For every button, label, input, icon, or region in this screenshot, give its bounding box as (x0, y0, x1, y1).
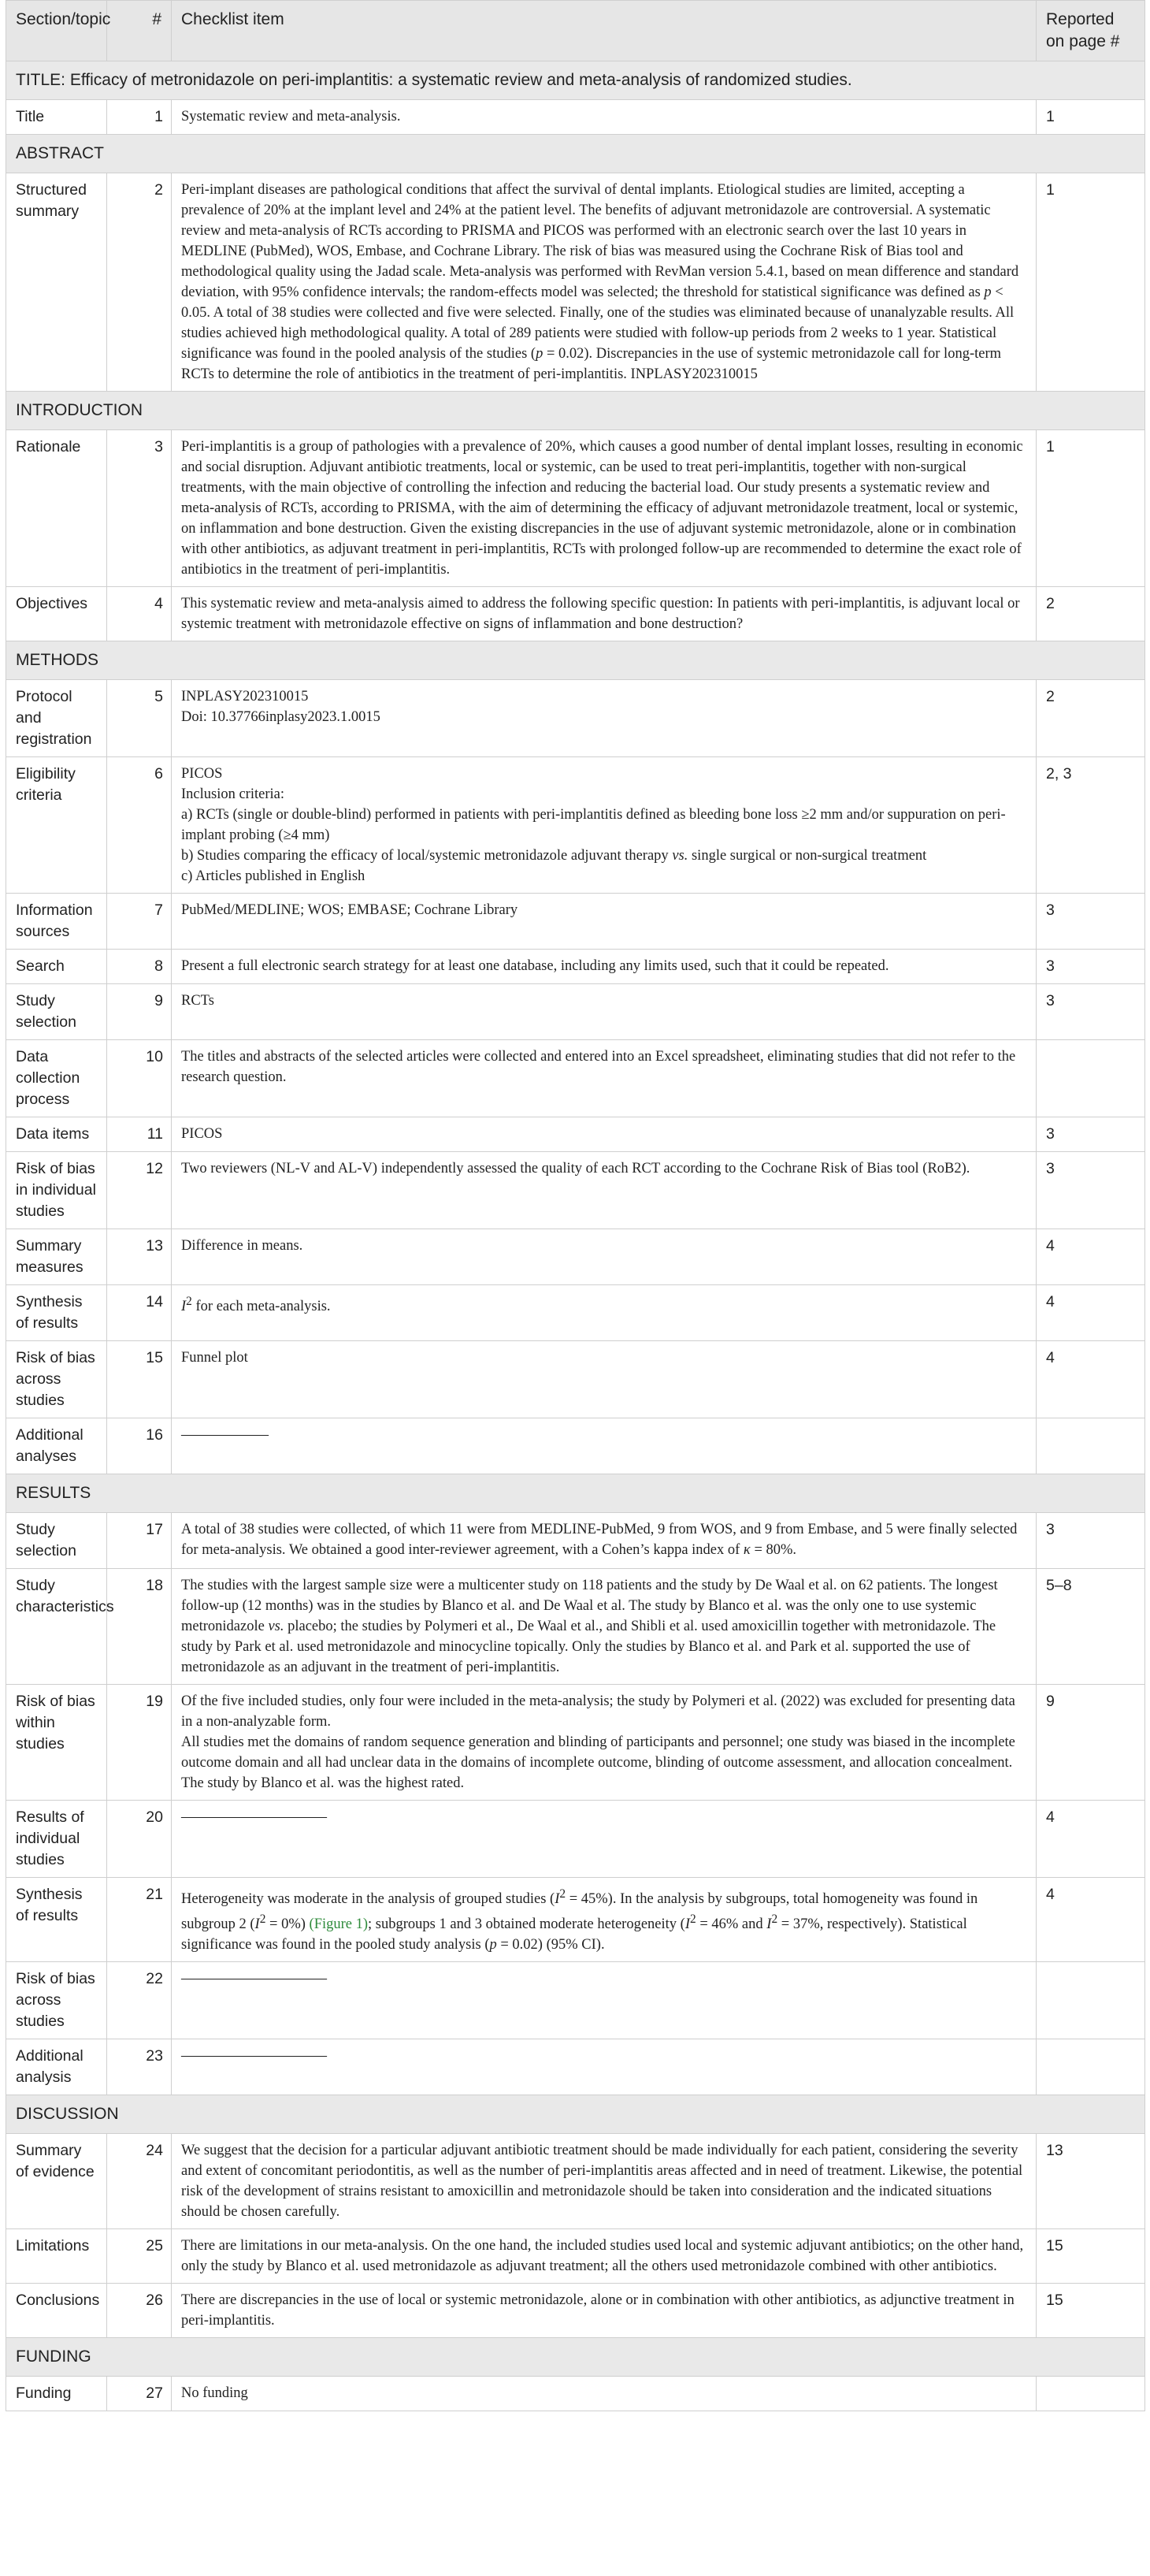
row-number: 24 (107, 2134, 172, 2229)
row-item: The titles and abstracts of the selected articles were collected and entered into an Excel spreadsheet, eliminating studies that did not refer to the research question. (172, 1040, 1037, 1117)
row-topic: Risk of bias within studies (6, 1685, 107, 1801)
row-number: 21 (107, 1878, 172, 1962)
row-topic: Synthesis of results (6, 1878, 107, 1962)
row-page: 2 (1037, 680, 1145, 757)
text: ; subgroups 1 and 3 obtained moderate heterogeneity ( (368, 1916, 685, 1933)
kappa-symbol: κ (743, 1542, 751, 1558)
row-item (172, 1569, 1037, 1685)
row-item: There are discrepancies in the use of local or systemic metronidazole, alone or in combination with other antibiotics, as adjunctive treatment in peri-implantitis. (172, 2284, 1037, 2338)
table-row (6, 2284, 1145, 2338)
row-item: Funnel plot (172, 1341, 1037, 1418)
table-row (6, 1513, 1145, 1569)
prisma-checklist-table (6, 0, 1145, 2411)
table-header-row (6, 1, 1145, 61)
row-item (172, 173, 1037, 392)
section-row-introduction (6, 392, 1145, 430)
row-item: —————— (172, 1418, 1037, 1474)
table-row (6, 894, 1145, 950)
row-number: 12 (107, 1152, 172, 1229)
text-line: INPLASY202310015 (181, 689, 309, 704)
row-number: 20 (107, 1801, 172, 1878)
row-topic: Funding (6, 2377, 107, 2411)
row-item: —————————— (172, 1801, 1037, 1878)
row-page: 9 (1037, 1685, 1145, 1801)
row-page: 4 (1037, 1878, 1145, 1962)
text: Heterogeneity was moderate in the analysis of grouped studies ( (181, 1891, 555, 1908)
row-topic: Summary of evidence (6, 2134, 107, 2229)
row-page (1037, 1040, 1145, 1117)
row-item (172, 1513, 1037, 1569)
row-topic: Results of individual studies (6, 1801, 107, 1878)
table-row (6, 950, 1145, 984)
section-title: ABSTRACT (6, 135, 1145, 173)
i-symbol: I (684, 1916, 690, 1933)
table-row (6, 1418, 1145, 1474)
row-page: 4 (1037, 1801, 1145, 1878)
i-symbol: I (766, 1916, 772, 1933)
row-item: Systematic review and meta-analysis. (172, 100, 1037, 135)
table-row (6, 2039, 1145, 2095)
section-row-abstract (6, 135, 1145, 173)
row-topic: Limitations (6, 2229, 107, 2284)
row-item (172, 680, 1037, 757)
row-number: 17 (107, 1513, 172, 1569)
section-title: DISCUSSION (6, 2095, 1145, 2134)
table-row (6, 1117, 1145, 1152)
row-item (172, 1285, 1037, 1341)
row-topic: Risk of bias in individual studies (6, 1152, 107, 1229)
text-line: PICOS (181, 766, 223, 782)
row-number: 10 (107, 1040, 172, 1117)
row-item: RCTs (172, 984, 1037, 1040)
text: b) Studies comparing the efficacy of local/systemic metronidazole adjuvant therapy (181, 848, 673, 864)
vs-text: vs. (268, 1619, 284, 1634)
row-number: 3 (107, 430, 172, 587)
p-symbol: p (536, 346, 543, 362)
section-title: INTRODUCTION (6, 392, 1145, 430)
row-page: 3 (1037, 894, 1145, 950)
table-row (6, 984, 1145, 1040)
figure-1-link[interactable]: (Figure 1) (309, 1916, 369, 1933)
text-line: Doi: 10.37766inplasy2023.1.0015 (181, 709, 380, 725)
row-number: 19 (107, 1685, 172, 1801)
superscript: 2 (559, 1887, 566, 1901)
table-row (6, 1801, 1145, 1878)
p-symbol: p (984, 284, 992, 300)
row-number: 1 (107, 100, 172, 135)
row-topic: Search (6, 950, 107, 984)
row-page: 3 (1037, 950, 1145, 984)
row-number: 11 (107, 1117, 172, 1152)
header-reported-page: Reported on page # (1037, 1, 1145, 61)
text: = 37%, respectively). Statistical significance was found in the pooled study analysis ( (181, 1916, 967, 1953)
table-row (6, 757, 1145, 894)
superscript: 2 (259, 1912, 266, 1927)
text-line: Of the five included studies, only four were included in the meta-analysis; the study by Polymeri et al. (2022) was excluded for presenting data in a non-analyzable form. (181, 1693, 1015, 1730)
table-row (6, 2134, 1145, 2229)
section-title: RESULTS (6, 1474, 1145, 1513)
table-row (6, 1341, 1145, 1418)
row-page: 3 (1037, 984, 1145, 1040)
row-page: 4 (1037, 1229, 1145, 1285)
text: = 80%. (750, 1542, 797, 1558)
table-row (6, 2377, 1145, 2411)
text-line: All studies met the domains of random sequence generation and blinding of participants and personnel; one study was biased in the incomplete outcome domain and all had unclear data in the domains of incomplete outcome, blinding of outcome assessment, and allocation concealment. The study by Blanco et al. was the highest rated. (181, 1734, 1015, 1791)
i-symbol: I (254, 1916, 260, 1933)
text: = 0.02) (95% CI). (496, 1937, 605, 1953)
row-item: —————————— (172, 2039, 1037, 2095)
text: < 0.05. A total of 38 studies were collected and five were selected. Finally, one of the studies was eliminated because of unanalyzable results. All studies achieved high methodological quality. A total of 289 patients were studied with follow-up periods from 2 weeks to 1 year. Statistical significance was found in the pooled analysis of the studies ( (181, 284, 1015, 362)
row-number: 25 (107, 2229, 172, 2284)
row-page: 3 (1037, 1152, 1145, 1229)
row-number: 26 (107, 2284, 172, 2338)
i-symbol: I (181, 1299, 187, 1315)
header-number: # (107, 1, 172, 61)
row-page: 13 (1037, 2134, 1145, 2229)
text-line: a) RCTs (single or double-blind) performed in patients with peri-implantitis defined as bleeding bone loss ≥2 mm and/or suppuration on peri-implant probing (≥4 mm) (181, 807, 1006, 843)
vs-text: vs. (672, 848, 688, 864)
row-page: 3 (1037, 1513, 1145, 1569)
checklist-container (6, 0, 1144, 2411)
row-item: —————————— (172, 1962, 1037, 2039)
p-symbol: p (489, 1937, 497, 1953)
table-row (6, 1962, 1145, 2039)
row-topic: Study selection (6, 1513, 107, 1569)
row-number: 8 (107, 950, 172, 984)
row-item: Peri-implantitis is a group of pathologies with a prevalence of 20%, which causes a good number of dental implant losses, resulting in economic and social disruption. Adjuvant antibiotic treatments, local or systemic, can be used to treat peri-implantitis, together with non-surgical treatments, with the main objective of controlling the infection and reducing the bacterial load. Our study presents a systematic review and meta-analysis of RCTs, according to PRISMA, with the aim of determining the efficacy of adjuvant metronidazole treatment, local or systemic, on inflammation and bone destruction. Given the existing discrepancies in the use of adjuvant systemic metronidazole, alone or in combination with other antibiotics, as adjuvant treatment in peri-implantitis, RCTs with prolonged follow-up are recommended to determine the exact role of antibiotics in the treatment of peri-implantitis. (172, 430, 1037, 587)
row-page: 5–8 (1037, 1569, 1145, 1685)
text: for each meta-analysis. (191, 1299, 331, 1315)
row-topic: Title (6, 100, 107, 135)
row-topic: Risk of bias across studies (6, 1962, 107, 2039)
table-row (6, 173, 1145, 392)
table-row (6, 1878, 1145, 1962)
row-topic: Protocol and registration (6, 680, 107, 757)
superscript: 2 (771, 1912, 778, 1927)
table-row (6, 430, 1145, 587)
row-item: We suggest that the decision for a particular adjuvant antibiotic treatment should be made individually for each patient, considering the severity and extent of concomitant periodontitis, as well as the number of peri-implantitis areas affected and in need of treatment. Likewise, the potential risk of the development of strains resistant to amoxicillin and metronidazole should be taken into consideration and the indicated situations should be chosen carefully. (172, 2134, 1037, 2229)
row-topic: Summary measures (6, 1229, 107, 1285)
row-item: This systematic review and meta-analysis aimed to address the following specific question: In patients with peri-implantitis, is adjuvant local or systemic treatment with metronidazole effective on signs of inflammation and bone destruction? (172, 587, 1037, 641)
row-number: 4 (107, 587, 172, 641)
row-number: 18 (107, 1569, 172, 1685)
section-row-results (6, 1474, 1145, 1513)
row-page: 2 (1037, 587, 1145, 641)
section-row-funding (6, 2338, 1145, 2377)
row-item: PICOS (172, 1117, 1037, 1152)
text: = 0.02). Discrepancies in the use of systemic metronidazole call for long-term RCTs to determine the role of antibiotics in the treatment of peri-implantitis. INPLASY202310015 (181, 346, 1002, 382)
row-item (172, 1878, 1037, 1962)
row-topic: Data collection process (6, 1040, 107, 1117)
section-row-discussion (6, 2095, 1145, 2134)
title-cell: TITLE: Efficacy of metronidazole on peri-implantitis: a systematic review and meta-analysis of randomized studies. (6, 61, 1145, 100)
row-page: 15 (1037, 2284, 1145, 2338)
row-number: 6 (107, 757, 172, 894)
text: A total of 38 studies were collected, of which 11 were from MEDLINE-PubMed, 9 from WOS, and 9 from Embase, and 5 were finally selected for meta-analysis. We obtained a good inter-reviewer agreement, with a Cohen’s kappa index of (181, 1522, 1018, 1558)
row-page: 15 (1037, 2229, 1145, 2284)
row-item: PubMed/MEDLINE; WOS; EMBASE; Cochrane Library (172, 894, 1037, 950)
row-item: Difference in means. (172, 1229, 1037, 1285)
row-number: 5 (107, 680, 172, 757)
row-topic: Objectives (6, 587, 107, 641)
title-row (6, 61, 1145, 100)
row-topic: Additional analyses (6, 1418, 107, 1474)
text: = 46% and (696, 1916, 767, 1933)
row-item: No funding (172, 2377, 1037, 2411)
row-page (1037, 1418, 1145, 1474)
table-row (6, 1569, 1145, 1685)
row-page (1037, 2039, 1145, 2095)
section-row-methods (6, 641, 1145, 680)
row-topic: Study characteristics (6, 1569, 107, 1685)
row-item (172, 1685, 1037, 1801)
row-page: 4 (1037, 1341, 1145, 1418)
row-page (1037, 2377, 1145, 2411)
row-topic: Study selection (6, 984, 107, 1040)
row-page: 1 (1037, 100, 1145, 135)
row-number: 14 (107, 1285, 172, 1341)
table-row (6, 2229, 1145, 2284)
row-item: Two reviewers (NL-V and AL-V) independently assessed the quality of each RCT according to the Cochrane Risk of Bias tool (RoB2). (172, 1152, 1037, 1229)
row-topic: Eligibility criteria (6, 757, 107, 894)
row-number: 27 (107, 2377, 172, 2411)
header-topic: Section/topic (6, 1, 107, 61)
text: = 0%) (265, 1916, 310, 1933)
row-number: 13 (107, 1229, 172, 1285)
row-item: There are limitations in our meta-analysis. On the one hand, the included studies used local and systemic adjuvant antibiotics; on the other hand, only the study by Blanco et al. used metronidazole as adjuvant treatment; all the others used metronidazole combined with other antibiotics. (172, 2229, 1037, 2284)
text: placebo; the studies by Polymeri et al., De Waal et al., and Shibli et al. used amoxicillin together with metronidazole. The study by Park et al. used metronidazole and minocycline topically. Only the studies by Blanco et al. and Park et al. supported the use of metronidazole as an adjuvant in the treatment of peri-implantitis. (181, 1619, 996, 1675)
section-title: METHODS (6, 641, 1145, 680)
row-number: 16 (107, 1418, 172, 1474)
text: = 45%). In the analysis by subgroups, total homogeneity was found in subgroup 2 ( (181, 1891, 978, 1933)
text-line: Inclusion criteria: (181, 786, 284, 802)
row-topic: Additional analysis (6, 2039, 107, 2095)
table-row (6, 1285, 1145, 1341)
row-topic: Structured summary (6, 173, 107, 392)
row-page: 4 (1037, 1285, 1145, 1341)
row-number: 9 (107, 984, 172, 1040)
table-row (6, 1685, 1145, 1801)
text-line (181, 846, 1026, 866)
text-line: c) Articles published in English (181, 868, 365, 884)
row-number: 2 (107, 173, 172, 392)
i-symbol: I (555, 1891, 560, 1908)
row-page (1037, 1962, 1145, 2039)
row-page: 2, 3 (1037, 757, 1145, 894)
row-topic: Risk of bias across studies (6, 1341, 107, 1418)
row-item: Present a full electronic search strategy for at least one database, including any limits used, such that it could be repeated. (172, 950, 1037, 984)
row-number: 23 (107, 2039, 172, 2095)
text: single surgical or non-surgical treatment (688, 848, 927, 864)
table-row (6, 1152, 1145, 1229)
row-page: 1 (1037, 173, 1145, 392)
row-number: 15 (107, 1341, 172, 1418)
section-title: FUNDING (6, 2338, 1145, 2377)
table-row (6, 100, 1145, 135)
row-item (172, 757, 1037, 894)
row-page: 3 (1037, 1117, 1145, 1152)
row-page: 1 (1037, 430, 1145, 587)
row-topic: Synthesis of results (6, 1285, 107, 1341)
table-row (6, 587, 1145, 641)
row-number: 7 (107, 894, 172, 950)
row-topic: Data items (6, 1117, 107, 1152)
superscript: 2 (690, 1912, 696, 1927)
text: The studies with the largest sample size were a multicenter study on 118 patients and the study by De Waal et al. on 62 patients. The longest follow-up (12 months) was in the studies by Blanco et al. and De Waal et al. The study by Blanco et al. was the only one to use systemic metronidazole (181, 1578, 998, 1634)
superscript: 2 (186, 1295, 192, 1308)
text: Peri-implant diseases are pathological conditions that affect the survival of dental implants. Etiological studies are limited, accepting a prevalence of 20% at the implant level and 24% at the patient level. The benefits of adjuvant metronidazole are controversial. A systematic review and meta-analysis of RCTs according to PRISMA and PICOS was performed with an electronic search over the last 10 years in MEDLINE (PubMed), WOS, Embase, and Cochrane Library. The risk of bias was measured using the Cochrane Risk of Bias tool and methodological quality using the Jadad scale. Meta-analysis was performed with RevMan version 5.4.1, based on mean difference and standard deviation, with 95% confidence intervals; the random-effects model was selected; the threshold for statistical significance was defined as (181, 182, 1019, 300)
header-checklist-item: Checklist item (172, 1, 1037, 61)
table-row (6, 1229, 1145, 1285)
table-row (6, 680, 1145, 757)
row-number: 22 (107, 1962, 172, 2039)
table-row (6, 1040, 1145, 1117)
row-topic: Information sources (6, 894, 107, 950)
row-topic: Conclusions (6, 2284, 107, 2338)
row-topic: Rationale (6, 430, 107, 587)
